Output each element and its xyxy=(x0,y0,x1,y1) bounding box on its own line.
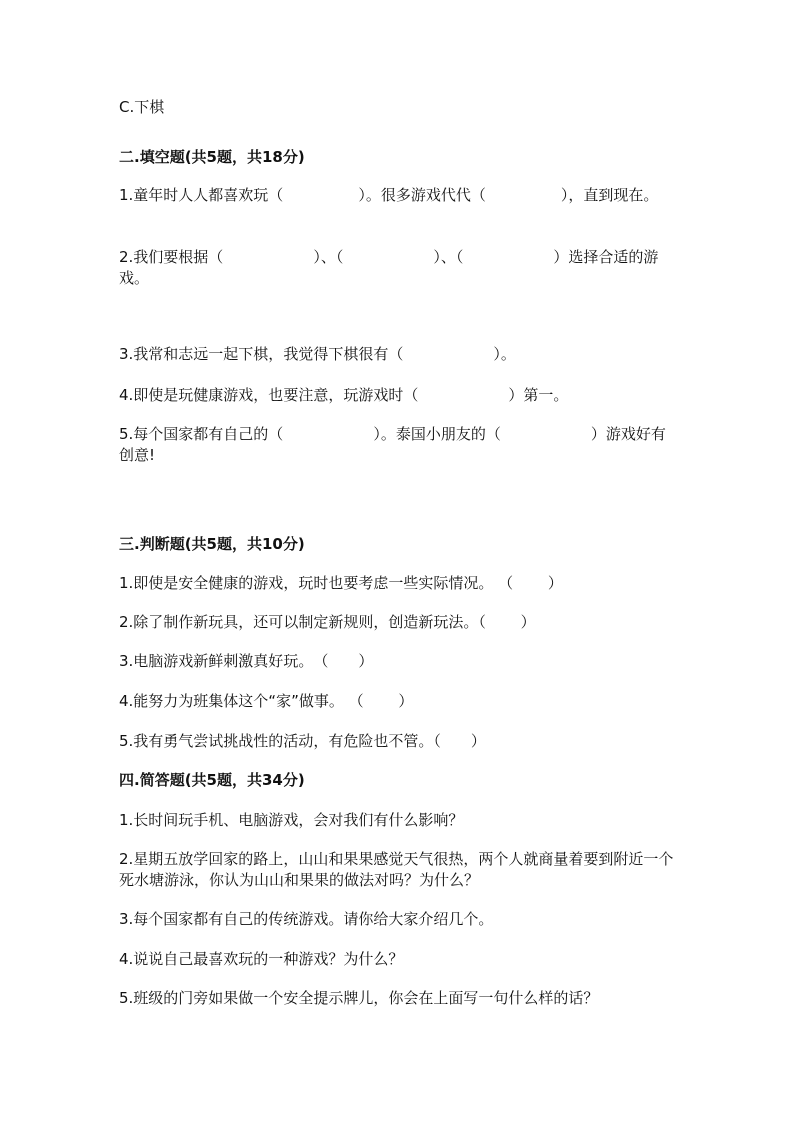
judgement-question-2: 2.除了制作新玩具，还可以制定新规则，创造新玩法。（ ） xyxy=(119,613,536,631)
section-fill-in-title: 二.填空题(共5题，共18分) xyxy=(119,148,305,166)
fill-in-question-5: 5.每个国家都有自己的（ ）。泰国小朋友的（ ）游戏好有创意! xyxy=(119,425,666,464)
short-answer-question-3: 3.每个国家都有自己的传统游戏。请你给大家介绍几个。 xyxy=(119,910,494,928)
short-answer-question-1: 1.长时间玩手机、电脑游戏，会对我们有什么影响？ xyxy=(119,811,464,829)
short-answer-question-5: 5.班级的门旁如果做一个安全提示牌儿，你会在上面写一句什么样的话？ xyxy=(119,989,599,1007)
short-answer-question-2: 2.星期五放学回家的路上，山山和果果感觉天气很热，两个人就商量着要到附近一个死水塘游泳，你认为山山和果果的做法对吗？为什么？ xyxy=(119,850,674,889)
section-short-answer-title: 四.简答题(共5题，共34分) xyxy=(119,771,305,789)
fill-in-question-4: 4.即使是玩健康游戏，也要注意，玩游戏时（ ）第一。 xyxy=(119,386,569,404)
judgement-question-5: 5.我有勇气尝试挑战性的活动，有危险也不管。（ ） xyxy=(119,732,486,750)
short-answer-question-4: 4.说说自己最喜欢玩的一种游戏？为什么？ xyxy=(119,950,404,968)
judgement-question-4: 4.能努力为班集体这个“家”做事。 （ ） xyxy=(119,692,414,710)
judgement-question-3: 3.电脑游戏新鲜刺激真好玩。 （ ） xyxy=(119,652,374,670)
fill-in-question-1: 1.童年时人人都喜欢玩（ ）。很多游戏代代（ ），直到现在。 xyxy=(119,186,659,204)
fill-in-question-3: 3.我常和志远一起下棋，我觉得下棋很有（ ）。 xyxy=(119,345,516,363)
choice-option-c: C.下棋 xyxy=(119,98,165,116)
fill-in-question-2: 2.我们要根据（ ）、（ ）、（ ）选择合适的游戏。 xyxy=(119,248,659,287)
judgement-question-1: 1.即使是安全健康的游戏，玩时也要考虑一些实际情况。 （ ） xyxy=(119,574,563,592)
section-judgement-title: 三.判断题(共5题，共10分) xyxy=(119,535,305,553)
